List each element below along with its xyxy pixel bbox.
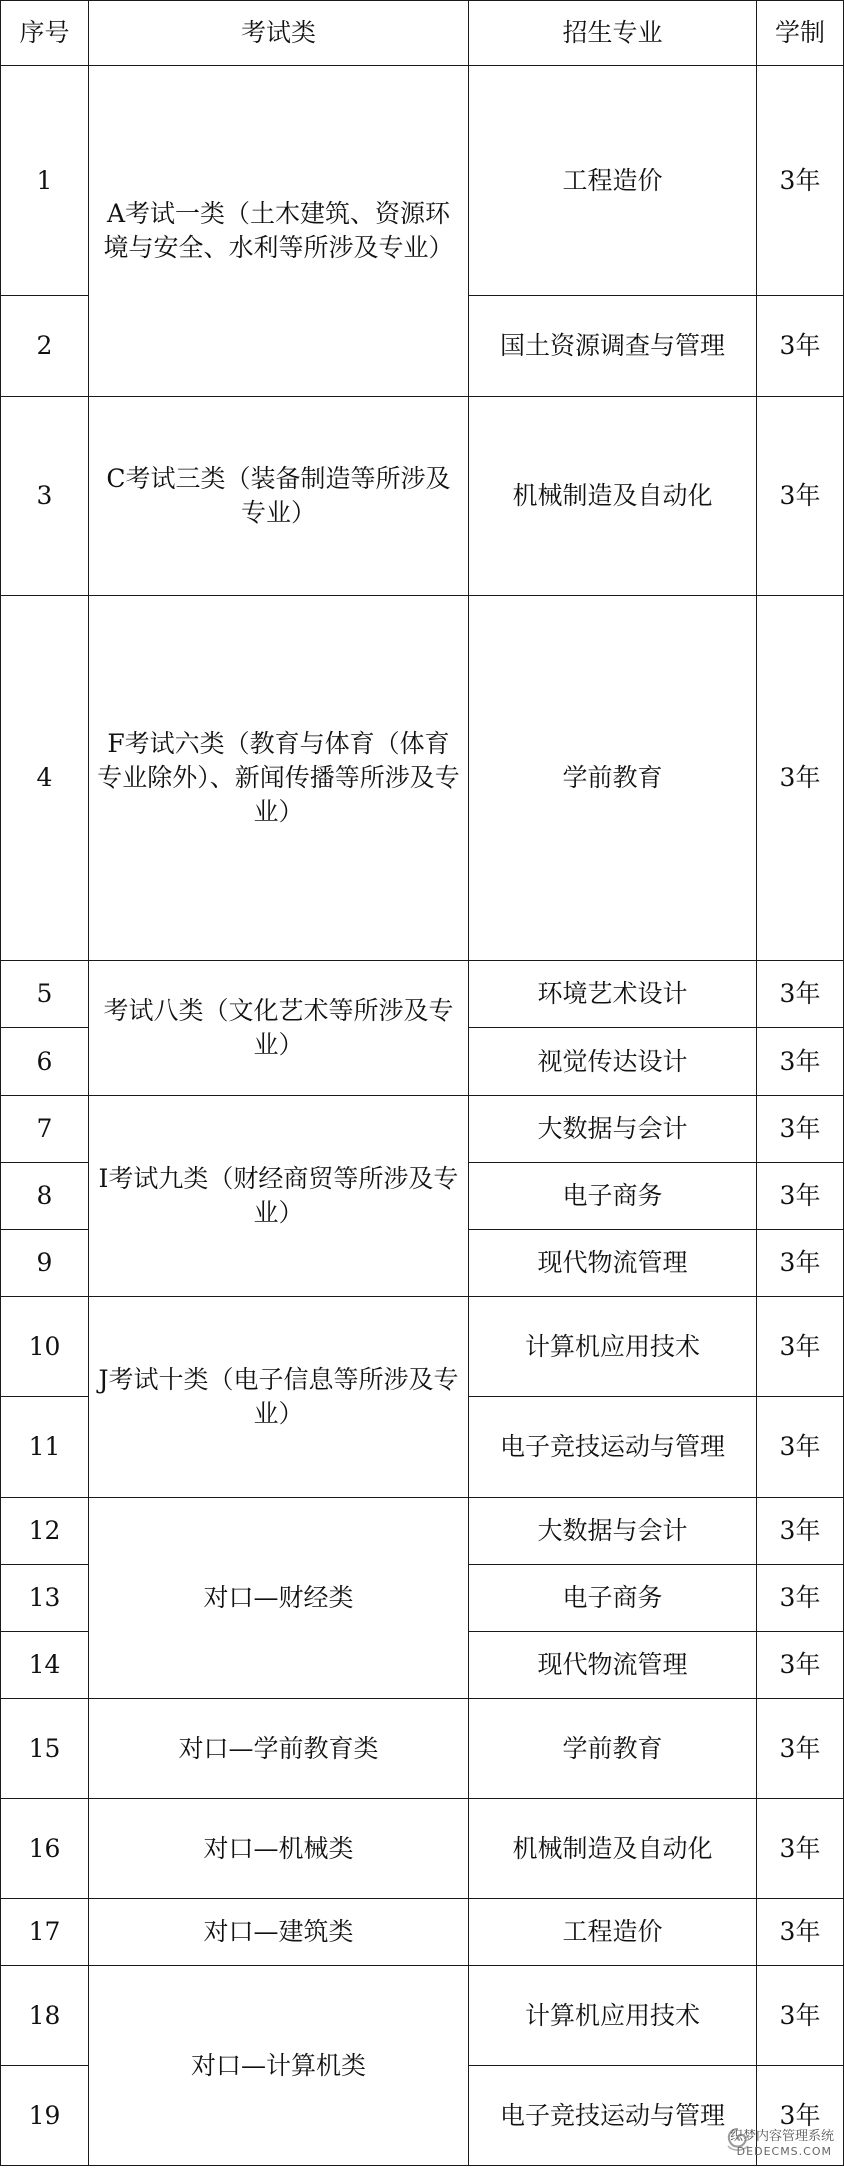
duration: 3年 <box>757 1799 844 1899</box>
table-row <box>1 1899 844 1966</box>
exam-category: F考试六类（教育与体育（体育专业除外）、新闻传播等所涉及专业） <box>89 596 469 961</box>
table-row <box>1 961 844 1028</box>
header-number: 序号 <box>1 1 89 66</box>
table-row <box>1 397 844 596</box>
header-duration: 学制 <box>757 1 844 66</box>
major-name: 环境艺术设计 <box>469 961 757 1028</box>
row-number: 8 <box>1 1163 89 1230</box>
watermark <box>722 2108 840 2164</box>
watermark-url: DEDECMS.COM <box>736 2145 832 2158</box>
major-name: 机械制造及自动化 <box>469 397 757 596</box>
watermark-title: 织梦内容管理系统 <box>729 2129 834 2144</box>
exam-category: A考试一类（土木建筑、资源环境与安全、水利等所涉及专业） <box>89 66 469 397</box>
major-name: 电子商务 <box>469 1163 757 1230</box>
major-name: 现代物流管理 <box>469 1632 757 1699</box>
major-name: 计算机应用技术 <box>469 1297 757 1397</box>
duration: 3年 <box>757 1028 844 1096</box>
exam-category: J考试十类（电子信息等所涉及专业） <box>89 1297 469 1498</box>
major-name: 学前教育 <box>469 596 757 961</box>
row-number: 19 <box>1 2066 89 2166</box>
duration: 3年 <box>757 1230 844 1297</box>
duration: 3年 <box>757 1899 844 1966</box>
exam-category: 对口—机械类 <box>89 1799 469 1899</box>
major-name: 现代物流管理 <box>469 1230 757 1297</box>
major-name: 电子竞技运动与管理 <box>469 1397 757 1498</box>
duration: 3年 <box>757 66 844 296</box>
row-number: 1 <box>1 66 89 296</box>
exam-category: 考试八类（文化艺术等所涉及专业） <box>89 961 469 1096</box>
duration: 3年 <box>757 1397 844 1498</box>
exam-category: 对口—计算机类 <box>89 1966 469 2166</box>
header-major: 招生专业 <box>469 1 757 66</box>
major-name: 电子商务 <box>469 1565 757 1632</box>
major-name: 大数据与会计 <box>469 1498 757 1565</box>
duration: 3年 <box>757 1096 844 1163</box>
row-number: 18 <box>1 1966 89 2066</box>
row-number: 17 <box>1 1899 89 1966</box>
major-name: 工程造价 <box>469 66 757 296</box>
row-number: 4 <box>1 596 89 961</box>
row-number: 16 <box>1 1799 89 1899</box>
major-name: 学前教育 <box>469 1699 757 1799</box>
table-header-row <box>1 1 844 66</box>
duration: 3年 <box>757 1498 844 1565</box>
row-number: 5 <box>1 961 89 1028</box>
major-name: 工程造价 <box>469 1899 757 1966</box>
major-name: 计算机应用技术 <box>469 1966 757 2066</box>
duration: 3年 <box>757 1699 844 1799</box>
row-number: 2 <box>1 296 89 397</box>
duration: 3年 <box>757 1565 844 1632</box>
row-number: 14 <box>1 1632 89 1699</box>
row-number: 11 <box>1 1397 89 1498</box>
exam-category: C考试三类（装备制造等所涉及专业） <box>89 397 469 596</box>
major-name: 国土资源调查与管理 <box>469 296 757 397</box>
row-number: 13 <box>1 1565 89 1632</box>
table-row <box>1 1096 844 1163</box>
duration: 3年 <box>757 1297 844 1397</box>
row-number: 7 <box>1 1096 89 1163</box>
exam-category: 对口—学前教育类 <box>89 1699 469 1799</box>
row-number: 12 <box>1 1498 89 1565</box>
major-name: 大数据与会计 <box>469 1096 757 1163</box>
duration: 3年 <box>757 1632 844 1699</box>
row-number: 6 <box>1 1028 89 1096</box>
major-name: 视觉传达设计 <box>469 1028 757 1096</box>
table-row <box>1 1699 844 1799</box>
table-row <box>1 1297 844 1397</box>
duration: 3年 <box>757 596 844 961</box>
row-number: 9 <box>1 1230 89 1297</box>
table-row <box>1 1966 844 2066</box>
table-row <box>1 596 844 961</box>
duration: 3年 <box>757 397 844 596</box>
row-number: 3 <box>1 397 89 596</box>
row-number: 15 <box>1 1699 89 1799</box>
row-number: 10 <box>1 1297 89 1397</box>
exam-category: 对口—财经类 <box>89 1498 469 1699</box>
major-name: 电子竞技运动与管理 <box>469 2066 757 2166</box>
exam-category: I考试九类（财经商贸等所涉及专业） <box>89 1096 469 1297</box>
duration: 3年 <box>757 961 844 1028</box>
table-row <box>1 1498 844 1565</box>
duration: 3年 <box>757 2066 844 2166</box>
duration: 3年 <box>757 1966 844 2066</box>
header-exam-category: 考试类 <box>89 1 469 66</box>
duration: 3年 <box>757 1163 844 1230</box>
duration: 3年 <box>757 296 844 397</box>
exam-category: 对口—建筑类 <box>89 1899 469 1966</box>
table-row <box>1 1799 844 1899</box>
table-row <box>1 66 844 296</box>
major-name: 机械制造及自动化 <box>469 1799 757 1899</box>
